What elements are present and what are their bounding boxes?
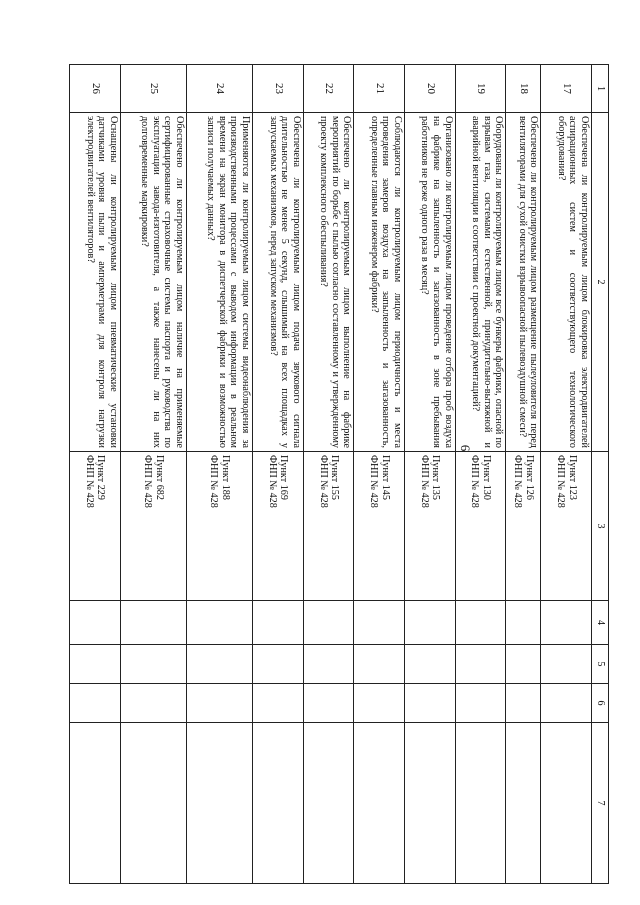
answer-cell — [186, 601, 252, 645]
answer-cell — [455, 645, 506, 684]
header-col-5: 5 — [592, 645, 609, 684]
row-number: 22 — [303, 65, 354, 113]
note-cell — [70, 723, 121, 884]
answer-cell — [541, 645, 592, 684]
note-cell — [404, 723, 455, 884]
reference-clause: Пункт 188 — [220, 455, 232, 500]
reference-clause: Пункт 135 — [430, 455, 442, 500]
question-text: Обеспечена ли контролируемым лицом блокировка электродвигателей аспирационных систем и соответствующего технологического оборудования? — [541, 113, 592, 452]
row-number: 17 — [541, 65, 592, 113]
reference-doc: ФНП № 428 — [208, 455, 220, 508]
reference-doc: ФНП № 428 — [83, 455, 95, 508]
answer-cell — [404, 601, 455, 645]
note-cell — [541, 723, 592, 884]
question-text: Обеспечено ли контролируемым лицом наличие на применяемые сертифицированные страховочные системы паспорта и руководства по эксплуатации завода-изготовителя, а также нанесены ли на них долговременные маркировки? — [120, 113, 186, 452]
reference — [253, 452, 304, 601]
reference-clause: Пункт 682 — [153, 455, 165, 500]
reference-doc: ФНП № 428 — [142, 455, 154, 508]
table-row — [303, 65, 354, 884]
reference-clause: Пункт 123 — [566, 455, 578, 500]
reference-doc: ФНП № 428 — [512, 455, 524, 508]
reference-clause: Пункт 229 — [95, 455, 107, 500]
note-cell — [303, 723, 354, 884]
answer-cell — [541, 684, 592, 723]
header-row — [592, 65, 609, 884]
header-col-3: 3 — [592, 452, 609, 601]
note-cell — [506, 723, 541, 884]
answer-cell — [455, 601, 506, 645]
reference-clause: Пункт 130 — [481, 455, 493, 500]
reference — [303, 452, 354, 601]
table-row — [404, 65, 455, 884]
answer-cell — [354, 601, 405, 645]
page-number: 6 — [458, 444, 473, 452]
row-number: 18 — [506, 65, 541, 113]
row-number: 19 — [455, 65, 506, 113]
row-number: 24 — [186, 65, 252, 113]
reference-clause: Пункт 145 — [379, 455, 391, 500]
reference — [455, 452, 506, 601]
row-number: 26 — [70, 65, 121, 113]
answer-cell — [455, 684, 506, 723]
note-cell — [120, 723, 186, 884]
reference — [354, 452, 405, 601]
header-col-4: 4 — [592, 601, 609, 645]
answer-cell — [506, 601, 541, 645]
checklist-table — [69, 64, 609, 884]
reference — [541, 452, 592, 601]
note-cell — [455, 723, 506, 884]
note-cell — [354, 723, 405, 884]
answer-cell — [506, 645, 541, 684]
reference-doc: ФНП № 428 — [418, 455, 430, 508]
reference-doc: ФНП № 428 — [469, 455, 481, 508]
answer-cell — [354, 645, 405, 684]
answer-cell — [303, 684, 354, 723]
reference — [404, 452, 455, 601]
question-text: Обеспечено ли контролируемым лицом размещение пылеуловителя перед вентиляторами для сухой очистки взрывоопасной пылевоздушной смеси? — [506, 113, 541, 452]
row-number: 21 — [354, 65, 405, 113]
answer-cell — [253, 601, 304, 645]
table-row — [186, 65, 252, 884]
reference-clause: Пункт 169 — [278, 455, 290, 500]
reference — [506, 452, 541, 601]
header-col-1: 1 — [592, 65, 609, 113]
question-text: Организовано ли контролируемым лицом проведение отбора проб воздуха на фабрике на запыленность и загазованность в зоне пребывания работников не реже одного раза в месяц? — [404, 113, 455, 452]
reference-doc: ФНП № 428 — [555, 455, 567, 508]
answer-cell — [303, 601, 354, 645]
header-col-2: 2 — [592, 113, 609, 452]
answer-cell — [404, 645, 455, 684]
answer-cell — [404, 684, 455, 723]
question-text: Обеспечена ли контролируемым лицом подача звукового сигнала длительностью не менее 5 секунд, слышимый на всех площадках у запускаемых механизмов, перед запуском механизмов? — [253, 113, 304, 452]
table-row — [541, 65, 592, 884]
question-text: Оборудованы ли контролируемым лицом все бункеры фабрики, опасной по взрывам газа, системами естественной, принудительно-вытяжной и аварийной вентиляции в соответствии с проектной документацией? — [455, 113, 506, 452]
table-row — [70, 65, 121, 884]
answer-cell — [70, 601, 121, 645]
answer-cell — [186, 645, 252, 684]
answer-cell — [120, 601, 186, 645]
question-text: Оснащены ли контролируемым лицом пневматические установки датчиками уровня пыли и амперметрами для контроля нагрузки электродвигателей вентиляторов? — [70, 113, 121, 452]
table-row — [354, 65, 405, 884]
reference-clause: Пункт 155 — [329, 455, 341, 500]
reference-doc: ФНП № 428 — [368, 455, 380, 508]
row-number: 23 — [253, 65, 304, 113]
header-col-7: 7 — [592, 723, 609, 884]
reference — [186, 452, 252, 601]
reference-clause: Пункт 126 — [523, 455, 535, 500]
answer-cell — [506, 684, 541, 723]
table-row — [506, 65, 541, 884]
answer-cell — [253, 684, 304, 723]
answer-cell — [303, 645, 354, 684]
row-number: 20 — [404, 65, 455, 113]
answer-cell — [186, 684, 252, 723]
reference-doc: ФНП № 428 — [266, 455, 278, 508]
answer-cell — [70, 645, 121, 684]
table-row — [253, 65, 304, 884]
table-row — [455, 65, 506, 884]
row-number: 25 — [120, 65, 186, 113]
question-text: Обеспечено ли контролируемым лицом выполнение на фабрике мероприятий по борьбе с пылью согласно составленному и утвержденному проекту комплексного обеспыливания? — [303, 113, 354, 452]
reference — [70, 452, 121, 601]
answer-cell — [253, 645, 304, 684]
answer-cell — [354, 684, 405, 723]
header-col-6: 6 — [592, 684, 609, 723]
answer-cell — [120, 645, 186, 684]
reference — [120, 452, 186, 601]
note-cell — [186, 723, 252, 884]
reference-doc: ФНП № 428 — [317, 455, 329, 508]
question-text: Соблюдаются ли контролируемым лицом периодичность и места проведения замеров воздуха на запыленность и загазованность, определенные главным инженером фабрики? — [354, 113, 405, 452]
answer-cell — [70, 684, 121, 723]
note-cell — [253, 723, 304, 884]
question-text: Применяются ли контролируемым лицом системы видеонаблюдения за производственными процессами с выводом информации в реальном времени на экран монитора в диспетчерской фабрики и возможностью записи получаемых данных? — [186, 113, 252, 452]
answer-cell — [120, 684, 186, 723]
answer-cell — [541, 601, 592, 645]
table-row — [120, 65, 186, 884]
checklist-table-container — [69, 64, 609, 883]
